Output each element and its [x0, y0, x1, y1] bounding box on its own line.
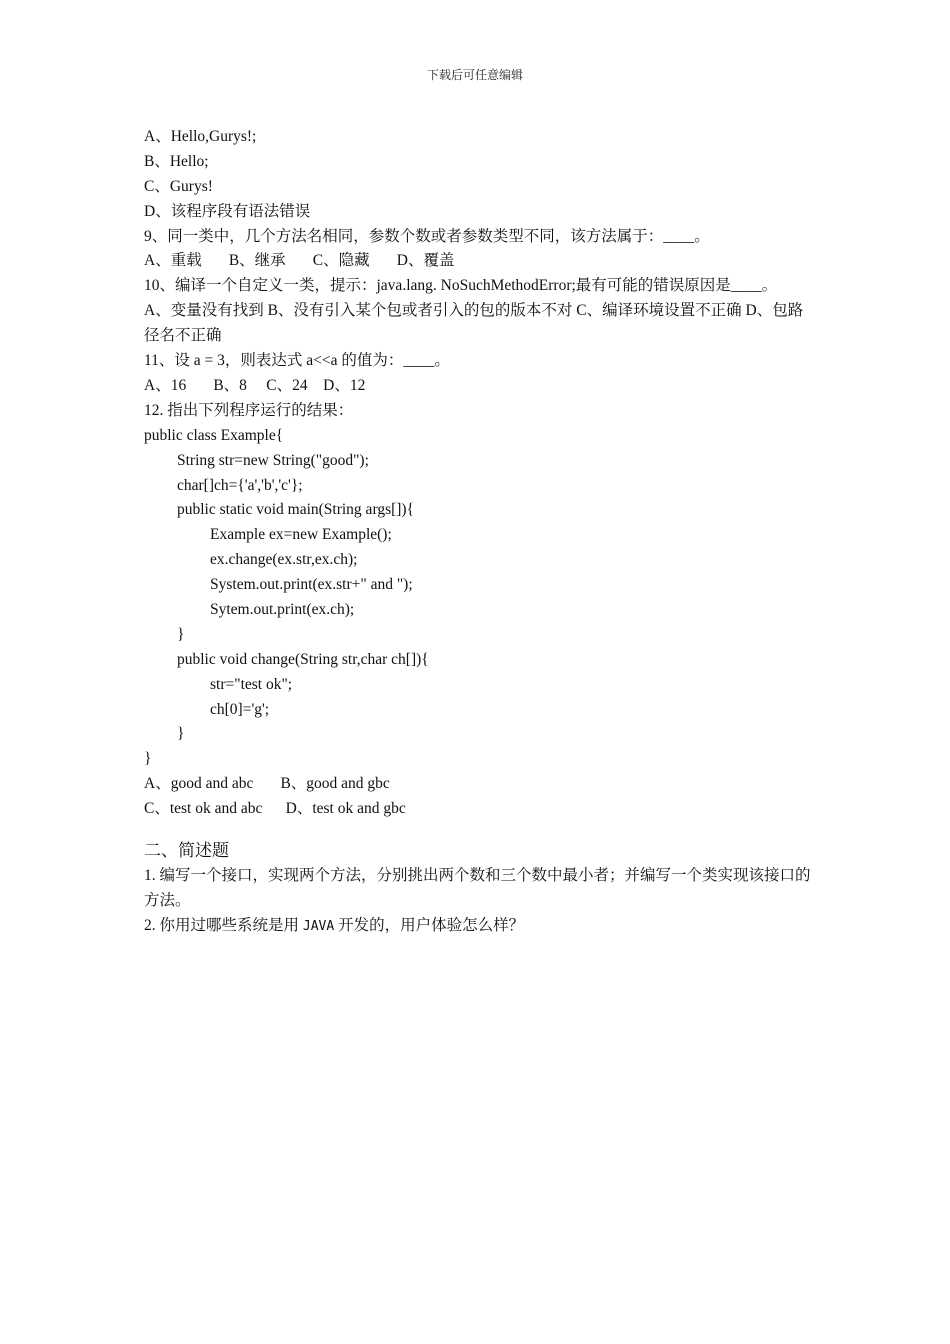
option-line: A、Hello,Gurys!;	[144, 128, 257, 145]
question-11-options: A、16 B、8 C、24 D、12	[144, 376, 366, 394]
question-12-options-ab: A、good and abc B、good and gbc	[144, 775, 390, 793]
option-line: B、Hello;	[144, 152, 209, 170]
code-line: }	[144, 750, 152, 768]
question-10: 10、编译一个自定义一类，提示：java.lang. NoSuchMethodError;最有可能的错误原因是____。	[144, 277, 778, 295]
code-line: char[]ch={'a','b','c'};	[177, 476, 303, 494]
question-11: 11、设 a = 3，则表达式 a<<a 的值为：____。	[144, 352, 450, 370]
question-9: 9、同一类中，几个方法名相同，参数个数或者参数类型不同，该方法属于：____。	[144, 227, 710, 245]
question-12: 12. 指出下列程序运行的结果：	[144, 401, 354, 419]
document-body	[144, 125, 812, 939]
code-line: }	[177, 625, 185, 643]
java-text: JAVA	[302, 918, 335, 934]
option-line: D、该程序段有语法错误	[144, 202, 311, 220]
code-line: ch[0]='g';	[210, 700, 270, 718]
code-line: str="test ok";	[210, 675, 293, 693]
question-10-options: A、变量没有找到 B、没有引入某个包或者引入的包的版本不对 C、编译环境设置不正确 D、包路径名不正确	[144, 302, 804, 345]
code-line: String str=new String("good");	[177, 451, 369, 469]
code-line: }	[177, 725, 185, 743]
code-line: System.out.print(ex.str+" and ");	[210, 576, 413, 594]
essay-question-2-prefix: 2. 你用过哪些系统是用	[144, 916, 303, 934]
essay-question-2-suffix: 开发的，用户体验怎么样？	[334, 916, 525, 934]
question-12-options-cd: C、test ok and abc D、test ok and gbc	[144, 800, 406, 818]
page-header: 下载后可任意编辑	[426, 68, 523, 82]
code-line: ex.change(ex.str,ex.ch);	[210, 551, 358, 569]
code-line: public class Example{	[144, 426, 284, 444]
code-line: public static void main(String args[]){	[177, 501, 415, 519]
question-9-options: A、重载 B、继承 C、隐藏 D、覆盖	[144, 252, 455, 270]
essay-question-1: 1. 编写一个接口，实现两个方法，分别挑出两个数和三个数中最小者；并编写一个类实现该接口的方法。	[144, 866, 811, 909]
option-line: C、Gurys!	[144, 177, 213, 195]
section-title: 二、简述题	[144, 840, 229, 860]
code-line: Sytem.out.print(ex.ch);	[210, 600, 355, 618]
code-line: public void change(String str,char ch[]){	[177, 650, 429, 668]
essay-question-2	[144, 914, 812, 939]
code-line: Example ex=new Example();	[210, 526, 392, 544]
code-block	[144, 424, 812, 772]
